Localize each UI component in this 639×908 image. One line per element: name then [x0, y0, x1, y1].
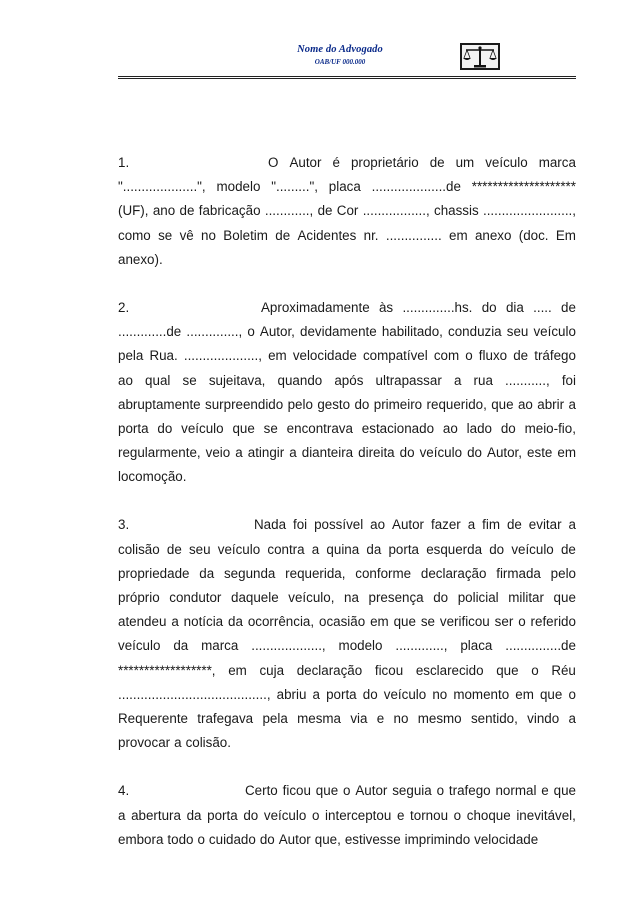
text-line: atendeu a notícia da ocorrência, ocasião em que se verificou ser o referido [118, 614, 576, 630]
text-line: "....................", modelo ".........", placa ....................de ******************** [118, 179, 576, 195]
letterhead [0, 0, 639, 80]
text-line: ........................................, abriu a porta do veículo no momento em que o [118, 686, 576, 702]
text-line: ao qual se sujeitava, quando após ultrapassar a rua ..........., foi [118, 372, 576, 388]
text-line: abruptamente surpreendido pelo gesto do primeiro requerido, que ao abrir a [118, 396, 576, 412]
paragraph-2 [118, 296, 576, 490]
line-text: O Autor é proprietário de um veículo marca [268, 155, 576, 170]
header-divider [118, 76, 576, 79]
text-line [118, 151, 576, 175]
text-line: locomoção. [118, 469, 187, 485]
text-line: porta do veículo que se encontrava estacionado ao lado do meio-fio, [118, 420, 576, 436]
text-line: anexo). [118, 251, 163, 267]
text-line: Requerente trafegava pela mesma via e no mesmo sentido, vindo a [118, 710, 576, 726]
text-line [118, 513, 576, 537]
text-line [118, 779, 576, 803]
text-line: (UF), ano de fabricação ............, de Cor ................., chassis ........................, [118, 203, 576, 219]
text-line: propriedade da segunda requerida, conforme declaração firmada pelo [118, 565, 576, 581]
text-line: ******************, em cuja declaração ficou esclarecido que o Réu [118, 662, 576, 678]
text-line: colisão de seu veículo contra a quina da porta esquerda do veículo de [118, 541, 576, 557]
text-line: regularmente, veio a atingir a dianteira direita do veículo do Autor, este em [118, 445, 576, 461]
text-line: embora todo o cuidado do Autor que, estivesse imprimindo velocidade [118, 831, 539, 847]
paragraph-4 [118, 779, 576, 852]
line-text: Nada foi possível ao Autor fazer a fim de evitar a [254, 517, 576, 533]
text-line: próprio condutor daquele veículo, na presença do policial militar que [118, 590, 576, 605]
paragraph-3 [118, 513, 576, 755]
text-line: como se vê no Boletim de Acidentes nr. ............... em anexo (doc. Em [118, 227, 576, 243]
text-line: .............de .............., o Autor, devidamente habilitado, conduzia seu veículo [118, 324, 576, 340]
document-body [118, 151, 576, 876]
paragraph-1 [118, 151, 576, 272]
scales-of-justice-icon [458, 40, 502, 72]
line-text: Certo ficou que o Autor seguia o trafego normal e que [245, 783, 576, 799]
text-line: a abertura da porta do veículo o interceptou e tornou o choque inevitável, [118, 807, 576, 823]
lawyer-oab: OAB/UF 000.000 [314, 58, 366, 66]
paragraph-number: 1. [118, 155, 130, 170]
text-line: provocar a colisão. [118, 735, 231, 751]
text-line: pela Rua. ...................., em velocidade compatível com o fluxo de tráfego [118, 348, 576, 364]
paragraph-number: 3. [118, 517, 130, 533]
lawyer-name: Nome do Advogado [297, 44, 383, 55]
paragraph-number: 4. [118, 783, 130, 799]
line-text: Aproximadamente às ..............hs. do dia ..... de [261, 299, 576, 315]
text-line: veículo da marca ..................., modelo ............., placa ...............de [118, 638, 576, 654]
text-line [118, 296, 576, 320]
paragraph-number: 2. [118, 299, 130, 315]
